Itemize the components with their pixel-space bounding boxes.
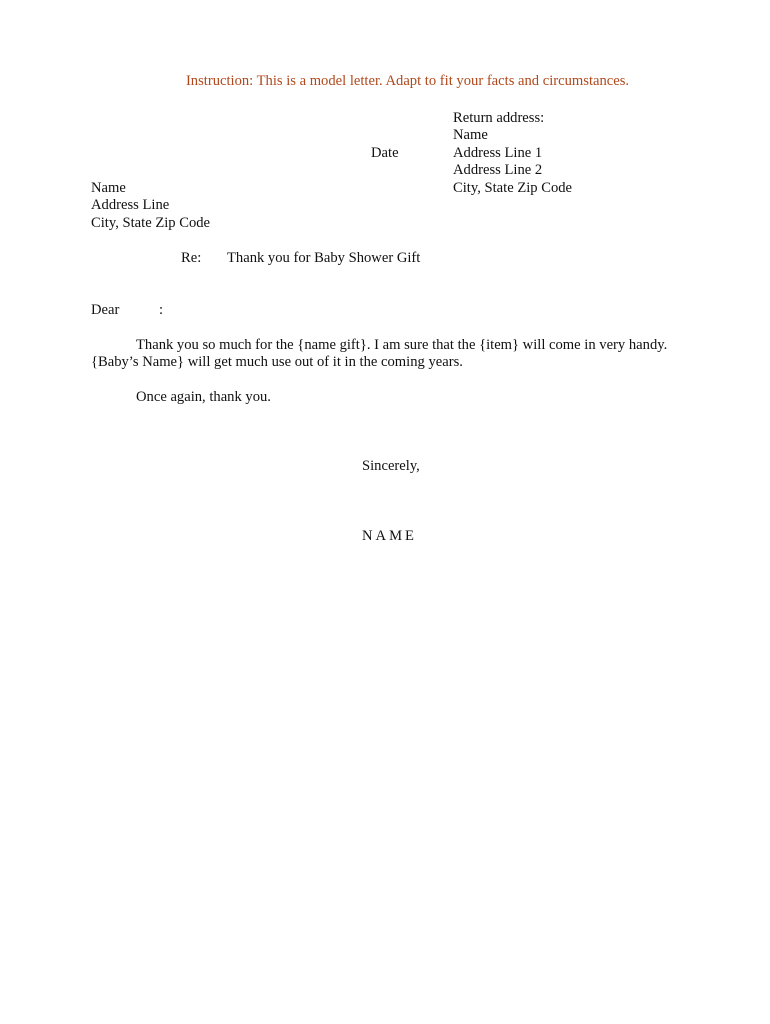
return-address-city-state-zip: City, State Zip Code bbox=[453, 179, 573, 196]
closing: Sincerely, bbox=[362, 458, 420, 474]
recipient-name: Name bbox=[91, 180, 126, 196]
return-address-block bbox=[453, 110, 572, 197]
return-address-name: Name bbox=[453, 127, 488, 144]
body-paragraph-1-line-1: Thank you so much for the {name gift}. I am sure that the {item} will come in very handy. bbox=[136, 337, 668, 353]
signature-name: NAME bbox=[362, 528, 417, 544]
letter-date: Date bbox=[371, 145, 399, 161]
return-address-line-1: Address Line 1 bbox=[453, 144, 543, 161]
re-subject: Thank you for Baby Shower Gift bbox=[227, 250, 421, 266]
re-label: Re: bbox=[181, 250, 202, 266]
return-address-label: Return address: bbox=[453, 110, 545, 126]
recipient-address-line: Address Line bbox=[91, 197, 170, 214]
body-paragraph-2: Once again, thank you. bbox=[136, 389, 271, 405]
instruction-note: Instruction: This is a model letter. Adapt to fit your facts and circumstances. bbox=[185, 73, 630, 89]
salutation-colon: : bbox=[159, 302, 164, 318]
recipient-city-state-zip: City, State Zip Code bbox=[91, 214, 211, 231]
body-paragraph-1-line-2: {Baby’s Name} will get much use out of it in the coming years. bbox=[91, 354, 463, 370]
salutation-dear: Dear bbox=[91, 302, 120, 318]
recipient-address-block bbox=[91, 180, 210, 232]
return-address-line-2: Address Line 2 bbox=[453, 162, 543, 179]
